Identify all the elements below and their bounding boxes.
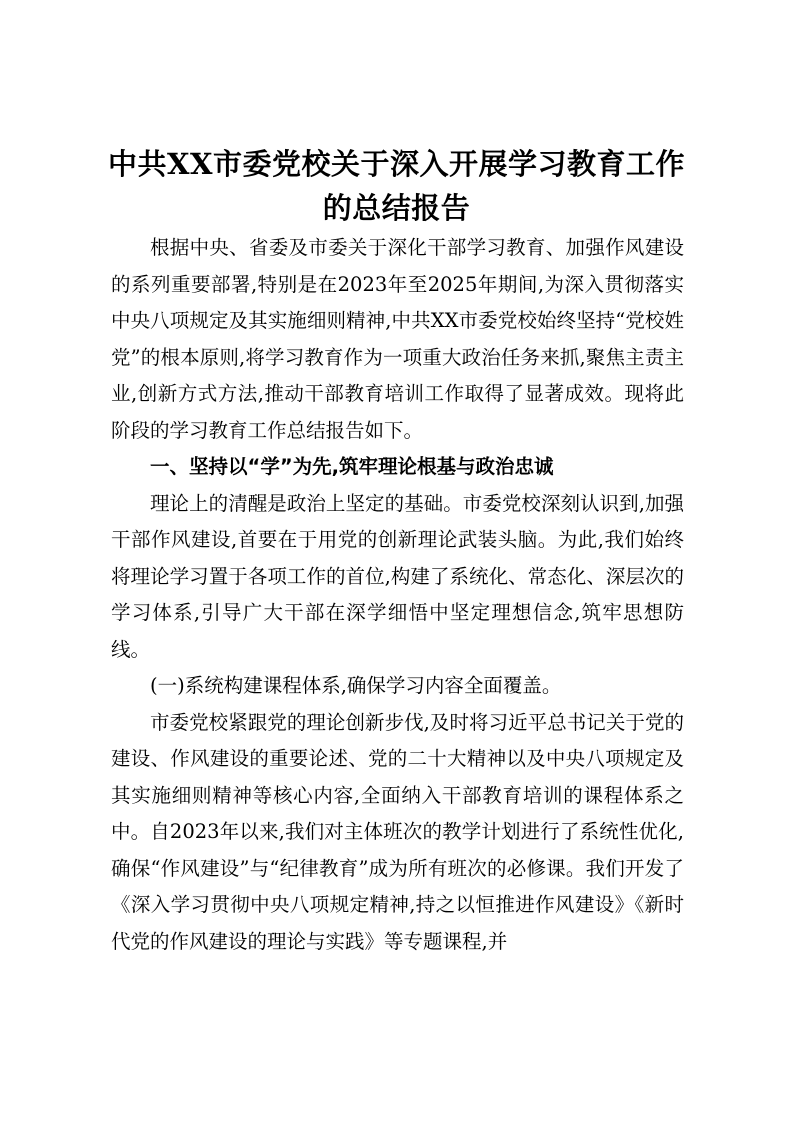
document-title	[96, 142, 697, 230]
subsection-1-paragraph: 市委党校紧跟党的理论创新步伐,及时将习近平总书记关于党的建设、作风建设的重要论述、党的二十大精神以及中央八项规定及其实施细则精神等核心内容,全面纳入干部教育培训的课程体系之中。自2023年以来,我们对主体班次的教学计划进行了系统性优化,确保“作风建设”与“纪律教育”成为所有班次的必修课。我们开发了《深入学习贯彻中央八项规定精神,持之以恒推进作风建设》《新时代党的作风建设的理论与实践》等专题课程,并	[111, 710, 684, 953]
intro-paragraph: 根据中央、省委及市委关于深化干部学习教育、加强作风建设的系列重要部署,特别是在2023年至2025年期间,为深入贯彻落实中央八项规定及其实施细则精神,中共XX市委党校始终坚持“党校姓党”的根本原则,将学习教育作为一项重大政治任务来抓,聚焦主责主业,创新方式方法,推动干部教育培训工作取得了显著成效。现将此阶段的学习教育工作总结报告如下。	[111, 236, 684, 442]
document-body	[111, 230, 684, 960]
title-line-1: 中共XX市委党校关于深入开展学习教育工作	[107, 147, 685, 181]
subsection-heading-1: (一)系统构建课程体系,确保学习内容全面覆盖。	[150, 674, 562, 697]
section-heading-1: 一、坚持以“学”为先,筑牢理论根基与政治忠诚	[150, 455, 554, 478]
section-1-paragraph: 理论上的清醒是政治上坚定的基础。市委党校深刻认识到,加强干部作风建设,首要在于用党的创新理论武装头脑。为此,我们始终将理论学习置于各项工作的首位,构建了系统化、常态化、深层次的学习体系,引导广大干部在深学细悟中坚定理想信念,筑牢思想防线。	[111, 491, 684, 661]
title-line-2: 的总结报告	[322, 191, 471, 225]
